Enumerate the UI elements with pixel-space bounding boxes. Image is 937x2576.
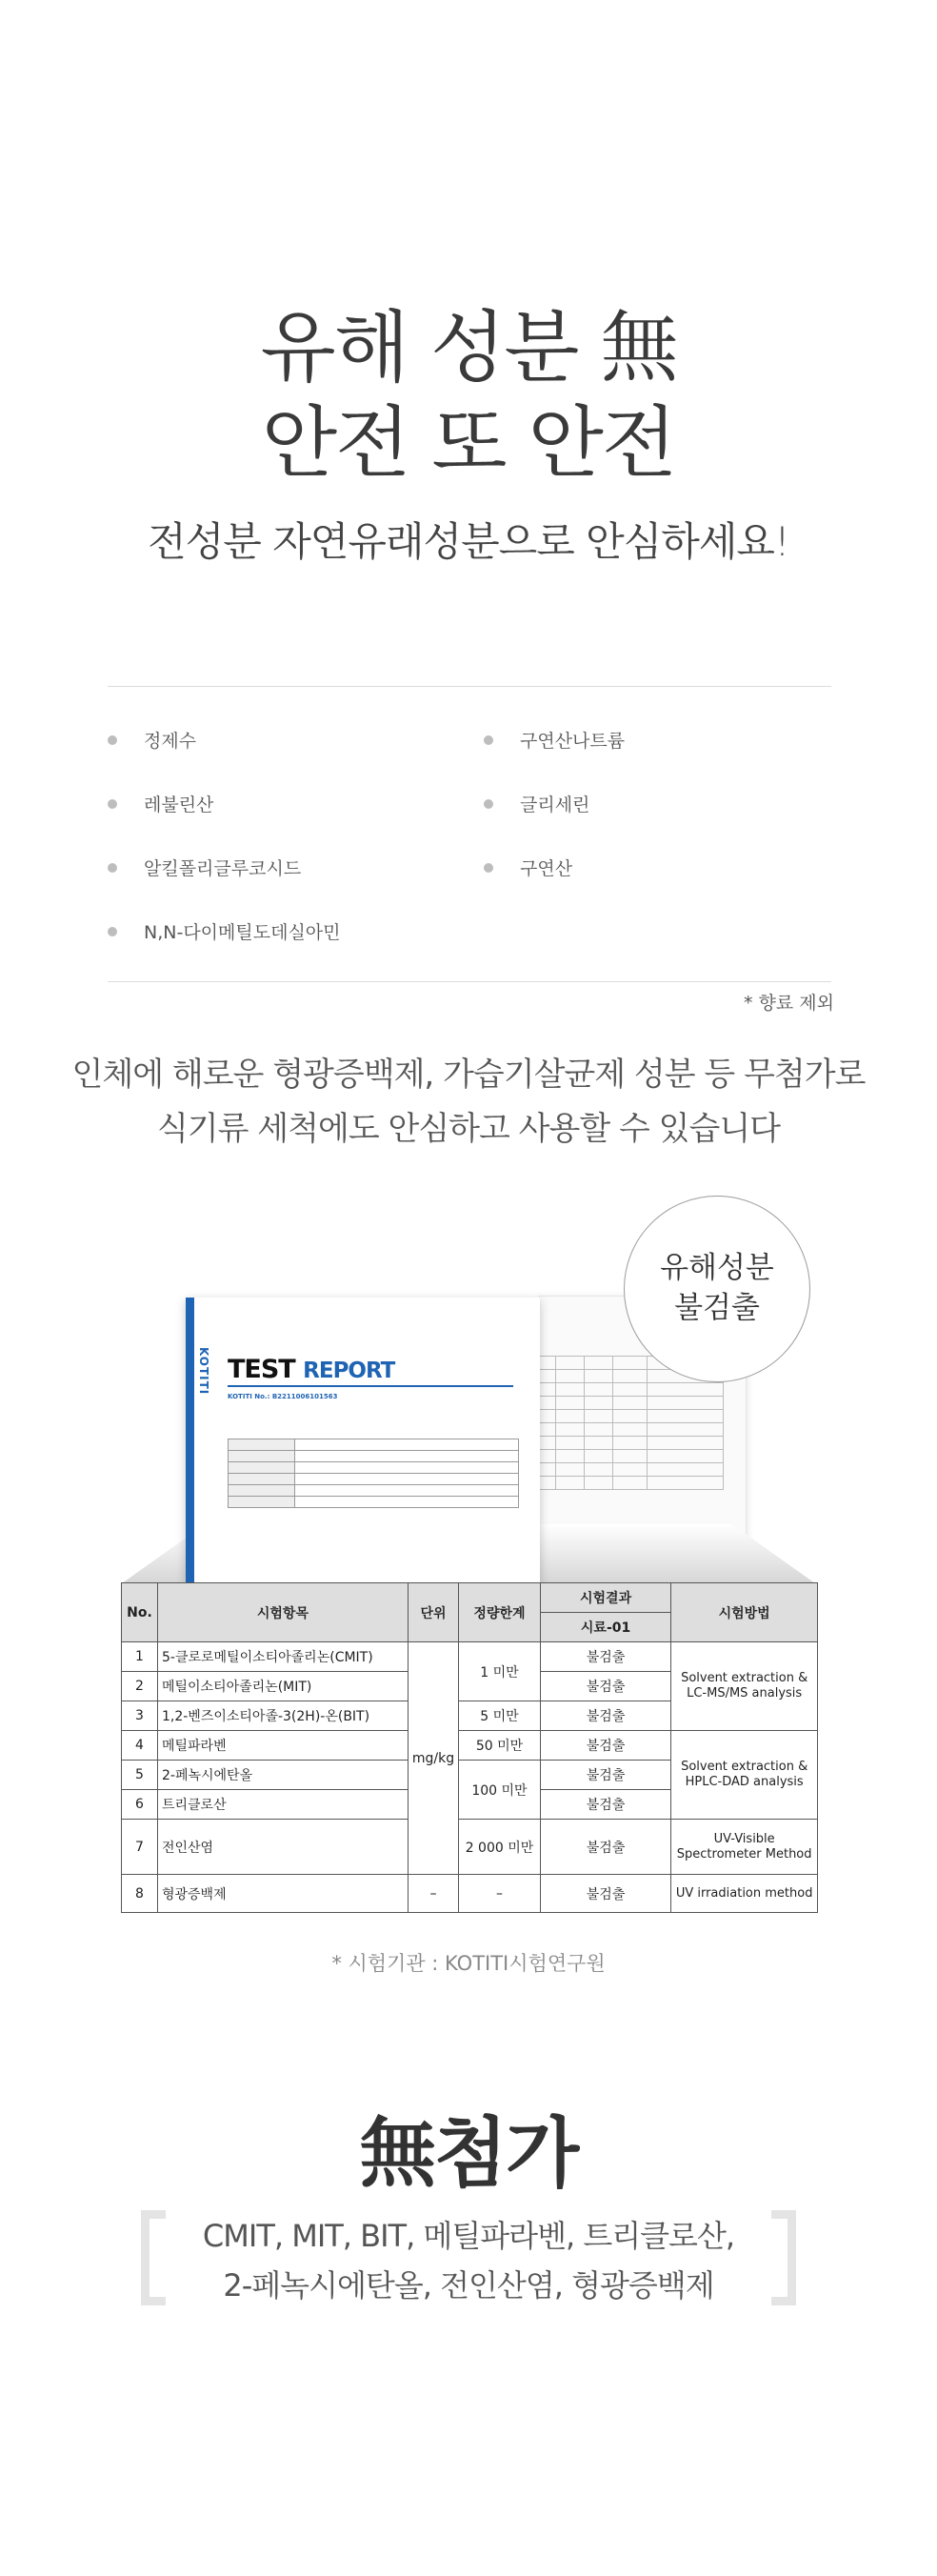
row-item: 형광증백제 — [157, 1875, 408, 1913]
row-no: 7 — [122, 1820, 158, 1875]
row-item: 전인산염 — [157, 1820, 408, 1875]
ingredient-item: 정제수 — [108, 727, 196, 753]
limit-cell: 2 000 미만 — [459, 1820, 541, 1875]
badge-line-2: 불검출 — [674, 1291, 760, 1325]
bullet-icon — [108, 799, 117, 809]
report-title-report: REPORT — [303, 1358, 395, 1383]
unit-cell: – — [408, 1875, 458, 1913]
row-result: 불검출 — [540, 1761, 670, 1790]
body-text-line-2: 식기류 세척에도 안심하고 사용할 수 있습니다 — [156, 1110, 781, 1148]
row-result: 불검출 — [540, 1790, 670, 1820]
ingredient-item: 구연산나트륨 — [484, 727, 625, 753]
row-result: 불검출 — [540, 1731, 670, 1761]
row-result: 불검출 — [540, 1820, 670, 1875]
method-cell: UV-Visible Spectrometer Method — [671, 1820, 818, 1875]
limit-cell: – — [459, 1875, 541, 1913]
method-cell: Solvent extraction & LC-MS/MS analysis — [671, 1642, 818, 1731]
unit-cell: mg/kg — [408, 1642, 458, 1875]
row-item: 메틸이소티아졸리논(MIT) — [157, 1672, 408, 1701]
row-no: 1 — [122, 1642, 158, 1672]
no-additives-line-2: 2-페녹시에탄올, 전인산염, 형광증백제 — [223, 2267, 714, 2304]
row-no: 4 — [122, 1731, 158, 1761]
limit-cell: 5 미만 — [459, 1701, 541, 1731]
no-additives-line-1: CMIT, MIT, BIT, 메틸파라벤, 트리클로산, — [202, 2218, 735, 2254]
row-no: 2 — [122, 1672, 158, 1701]
row-no: 8 — [122, 1875, 158, 1913]
limit-cell: 1 미만 — [459, 1642, 541, 1701]
row-item: 5-클로로메틸이소티아졸리논(CMIT) — [157, 1642, 408, 1672]
method-cell: Solvent extraction & HPLC-DAD analysis — [671, 1731, 818, 1820]
test-results-table — [121, 1582, 818, 1913]
report-title — [228, 1355, 394, 1384]
row-item: 2-페녹시에탄올 — [157, 1761, 408, 1790]
row-item: 트리클로산 — [157, 1790, 408, 1820]
divider-top — [108, 686, 831, 687]
header-unit: 단위 — [408, 1583, 458, 1642]
badge-line-1: 유해성분 — [660, 1251, 774, 1286]
bullet-icon — [484, 863, 493, 873]
subheadline: 전성분 자연유래성분으로 안심하세요! — [148, 518, 789, 565]
bullet-icon — [108, 927, 117, 936]
ingredient-item: 구연산 — [484, 855, 572, 880]
no-additives-title: 無첨가 — [359, 2109, 578, 2198]
row-no: 6 — [122, 1790, 158, 1820]
report-title-underline — [228, 1385, 513, 1387]
row-result: 불검출 — [540, 1642, 670, 1672]
report-title-test: TEST — [228, 1355, 295, 1384]
header-result: 시험결과 — [540, 1583, 670, 1613]
table-row — [122, 1642, 818, 1672]
ingredient-item: N,N-다이메틸도데실아민 — [108, 918, 341, 944]
body-text-line-1: 인체에 해로운 형광증백제, 가습기살균제 성분 등 무첨가로 — [71, 1056, 866, 1094]
header-no: No. — [122, 1583, 158, 1642]
row-item: 메틸파라벤 — [157, 1731, 408, 1761]
bullet-icon — [484, 799, 493, 809]
row-result: 불검출 — [540, 1672, 670, 1701]
bullet-icon — [484, 735, 493, 745]
row-no: 3 — [122, 1701, 158, 1731]
header-method: 시험방법 — [671, 1583, 818, 1642]
kotiti-logo: KOTITI — [197, 1347, 210, 1396]
method-cell: UV irradiation method — [671, 1875, 818, 1913]
divider-bottom — [108, 981, 831, 982]
report-side-bar — [186, 1298, 194, 1583]
limit-cell: 50 미만 — [459, 1731, 541, 1761]
report-number: KOTITI No.: B2211006101563 — [228, 1393, 338, 1400]
header-sample: 시료-01 — [540, 1613, 670, 1642]
limit-cell: 100 미만 — [459, 1761, 541, 1820]
ingredient-item: 레불린산 — [108, 791, 213, 816]
not-detected-badge — [624, 1196, 810, 1382]
fragrance-note: * 향료 제외 — [744, 993, 834, 1014]
ingredient-item: 알킬폴리글루코시드 — [108, 855, 301, 880]
header-limit: 정량한계 — [459, 1583, 541, 1642]
testing-lab-note: * 시험기관 : KOTITI시험연구원 — [331, 1952, 606, 1975]
headline-line-1: 유해 성분 無 — [260, 303, 677, 393]
row-item: 1,2-벤즈이소티아졸-3(2H)-온(BIT) — [157, 1701, 408, 1731]
header-item: 시험항목 — [157, 1583, 408, 1642]
headline-line-2: 안전 또 안전 — [261, 398, 676, 489]
table-row — [122, 1875, 818, 1913]
table-row — [122, 1731, 818, 1761]
bullet-icon — [108, 863, 117, 873]
row-result: 불검출 — [540, 1701, 670, 1731]
row-result: 불검출 — [540, 1875, 670, 1913]
report-summary-table — [228, 1439, 519, 1508]
row-no: 5 — [122, 1761, 158, 1790]
report-front-page — [186, 1298, 540, 1583]
table-row — [122, 1820, 818, 1875]
bullet-icon — [108, 735, 117, 745]
ingredient-item: 글리세린 — [484, 791, 589, 816]
